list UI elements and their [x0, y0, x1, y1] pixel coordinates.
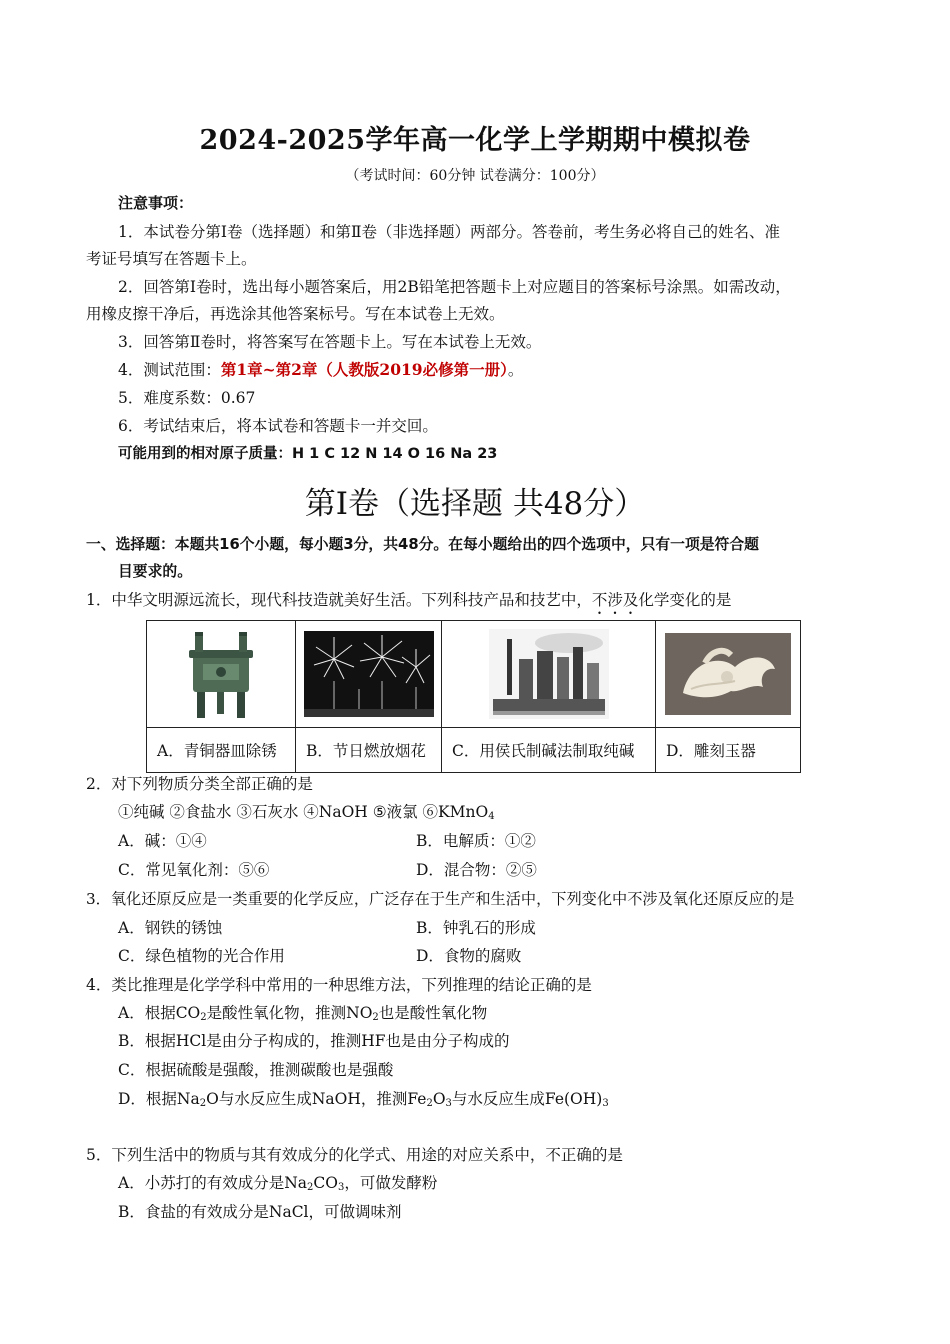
- q5-a-sub2: 3: [337, 1182, 345, 1193]
- q2-option-d: D．混合物：②⑤: [416, 861, 537, 879]
- q2-option-a: A．碱：①④: [118, 832, 207, 850]
- q4-d-part2: O与水反应生成NaOH，推测Fe: [206, 1090, 427, 1108]
- q4-option-c: C．根据硫酸是强酸，推测碳酸也是强酸: [118, 1061, 394, 1079]
- q1-stem-pre: 1．中华文明源远流长，现代科技造就美好生活。下列科技产品和技艺中，: [86, 591, 592, 609]
- q4-a-sub1: 2: [200, 1012, 207, 1023]
- q4-d-sub3: 3: [445, 1098, 452, 1109]
- q2-stem: 2．对下列物质分类全部正确的是: [86, 775, 313, 793]
- q5-a-sub1: 2: [307, 1182, 314, 1193]
- q4-option-b: B．根据HCl是由分子构成的，推测HF也是由分子构成的: [118, 1032, 510, 1050]
- q4-d-part4: 与水反应生成Fe(OH): [451, 1090, 603, 1108]
- notes-heading: 注意事项：: [118, 194, 194, 212]
- q2-items: [118, 802, 495, 827]
- q5-a-part1: A．小苏打的有效成分是Na: [118, 1174, 307, 1192]
- fireworks-image: [296, 621, 442, 728]
- q1-option-d: D．雕刻玉器: [656, 728, 801, 773]
- q1-stem-emphasis: 不涉及: [591, 591, 639, 609]
- atomic-mass: 可能用到的相对原子质量：H 1 C 12 N 14 O 16 Na 23: [118, 446, 498, 462]
- note-4-range: 第1章~第2章（人教版2019必修第一册）: [220, 360, 508, 379]
- q4-d-sub4: 3: [602, 1098, 609, 1109]
- q3-stem: 3．氧化还原反应是一类重要的化学反应，广泛存在于生产和生活中，下列变化中不涉及氧化还原反应的是: [86, 890, 795, 908]
- q5-stem: 5．下列生活中的物质与其有效成分的化学式、用途的对应关系中，不正确的是: [86, 1146, 623, 1164]
- q3-option-c: C．绿色植物的光合作用: [118, 947, 285, 965]
- note-1a: 1．本试卷分第Ⅰ卷（选择题）和第Ⅱ卷（非选择题）两部分。答卷前，考生务必将自己的姓名、准: [118, 223, 781, 241]
- q4-a-part3: 也是酸性氧化物: [378, 1004, 488, 1022]
- note-1b: 考证号填写在答题卡上。: [86, 250, 257, 268]
- q4-d-part1: D．根据Na: [118, 1090, 200, 1108]
- part1-line2: 目要求的。: [118, 563, 192, 580]
- q2-items-sub: 4: [488, 811, 495, 822]
- exam-title: 2024-2025学年高一化学上学期期中模拟卷: [199, 125, 751, 156]
- q4-d-sub2: 2: [426, 1098, 433, 1109]
- note-5: 5．难度系数：0.67: [118, 389, 256, 407]
- exam-subtitle: （考试时间：60分钟 试卷满分：100分）: [345, 168, 605, 184]
- q4-a-part2: 是酸性氧化物，推测NO: [206, 1004, 373, 1022]
- note-2a: 2．回答第Ⅰ卷时，选出每小题答案后，用2B铅笔把答题卡上对应题目的答案标号涂黑。如需改动，: [118, 278, 791, 296]
- factory-image: [442, 621, 656, 728]
- q1-stem-post: 化学变化的是: [638, 591, 732, 609]
- q4-a-part1: A．根据CO: [118, 1004, 201, 1022]
- q4-option-a: [118, 1003, 487, 1028]
- note-4-suffix: 。: [507, 361, 524, 379]
- note-4: [118, 360, 523, 380]
- q1-option-c: C．用侯氏制碱法制取纯碱: [442, 728, 656, 773]
- q3-option-b: B．钟乳石的形成: [416, 919, 536, 937]
- jade-carving-image: [656, 621, 801, 728]
- q5-option-b: B．食盐的有效成分是NaCl，可做调味剂: [118, 1203, 402, 1221]
- part1-line1: 一、选择题：本题共16个小题，每小题3分，共48分。在每小题给出的四个选项中，只有一项是符合题: [86, 536, 759, 553]
- q2-option-c: C．常见氧化剂：⑤⑥: [118, 861, 270, 879]
- q3-option-a: A．钢铁的锈蚀: [118, 919, 223, 937]
- section-title: 第Ⅰ卷（选择题 共48分）: [304, 486, 646, 522]
- note-6: 6．考试结束后，将本试卷和答题卡一并交回。: [118, 417, 438, 435]
- q4-d-part3: O: [432, 1090, 446, 1108]
- q4-stem: 4．类比推理是化学学科中常用的一种思维方法，下列推理的结论正确的是: [86, 976, 592, 994]
- bronze-ding-image: [147, 621, 296, 728]
- q4-option-d: [118, 1089, 609, 1114]
- q3-option-d: D．食物的腐败: [416, 947, 522, 965]
- q1-option-b: B．节日燃放烟花: [296, 728, 442, 773]
- q5-a-part2: CO: [313, 1174, 338, 1192]
- q1-option-table: [146, 620, 801, 773]
- note-4-prefix: 4．测试范围：: [118, 361, 221, 379]
- q2-option-b: B．电解质：①②: [416, 832, 536, 850]
- q1-stem: [86, 590, 731, 618]
- q2-items-text: ①纯碱 ②食盐水 ③石灰水 ④NaOH ⑤液氯 ⑥KMnO: [118, 803, 489, 821]
- q1-option-a: A．青铜器皿除锈: [147, 728, 296, 773]
- q4-a-sub2: 2: [372, 1012, 379, 1023]
- q5-a-part3: ，可做发酵粉: [344, 1174, 438, 1192]
- q5-option-a: [118, 1173, 437, 1198]
- note-3: 3．回答第Ⅱ卷时，将答案写在答题卡上。写在本试卷上无效。: [118, 333, 542, 351]
- q4-d-sub1: 2: [199, 1098, 207, 1109]
- note-2b: 用橡皮擦干净后，再选涂其他答案标号。写在本试卷上无效。: [86, 305, 505, 323]
